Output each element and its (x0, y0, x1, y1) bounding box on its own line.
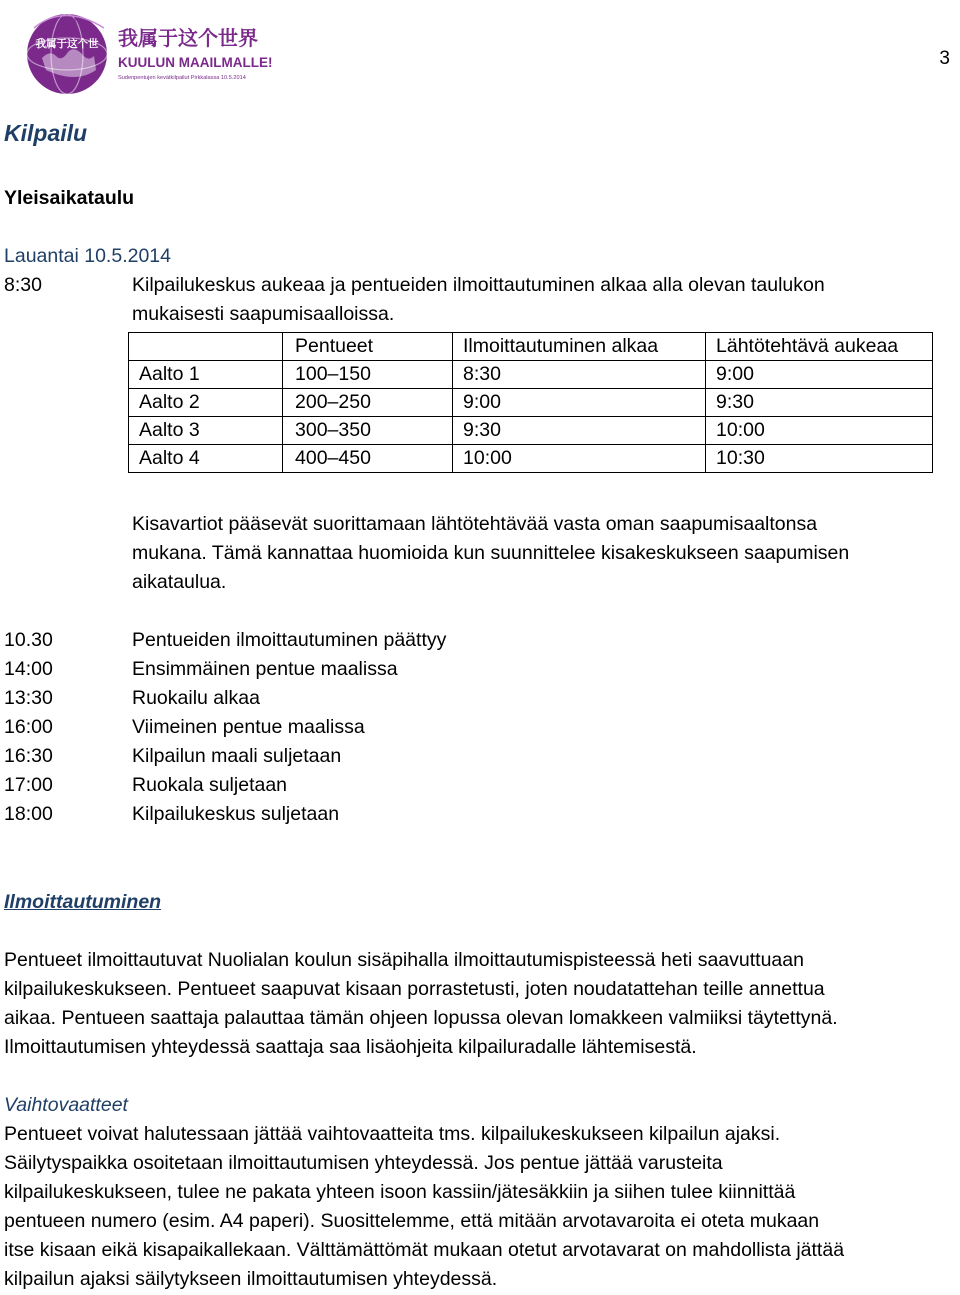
spare-clothes-line: Säilytyspaikka osoitetaan ilmoittautumisen yhteydessä. Jos pentue jättää varusteita (4, 1152, 723, 1174)
registration-line: kilpailukeskukseen. Pentueet saapuvat kisaan porrastetusti, joten noudatattehan teille annettua (4, 978, 825, 1000)
schedule-time: 10.30 (4, 629, 53, 651)
table-cell: Aalto 4 (129, 445, 283, 473)
logo-subtitle: Sudenpentujen kevätkilpailut Pirkkalassa 10.5.2014 (118, 75, 246, 81)
table-cell: 10:30 (706, 445, 933, 473)
spare-clothes-heading: Vaihtovaatteet (4, 1094, 128, 1116)
logo-year: 2014 (56, 16, 78, 26)
schedule-text: Ruokala suljetaan (132, 774, 288, 796)
table-header-cell: Pentueet (283, 333, 453, 361)
schedule-time: 18:00 (4, 803, 53, 825)
spare-clothes-line: kilpailukeskukseen, tulee ne pakata yhteen isoon kassiin/jätesäkkiin ja siihen tulee kiinnittää (4, 1181, 796, 1203)
logo-title-fi: KUULUN MAAILMALLE! (118, 55, 273, 70)
registration-line: Pentueet ilmoittautuvat Nuolialan koulun sisäpihalla ilmoittautumispisteessä heti saavuttuaan (4, 949, 804, 971)
table-row (129, 417, 933, 445)
event-date: Lauantai 10.5.2014 (4, 245, 171, 267)
section-title: Kilpailu (4, 120, 88, 146)
registration-line: aikaa. Pentueen saattaja palauttaa tämän ohjeen lopussa olevan lomakkeen valmiiksi täytettynä. (4, 1007, 838, 1029)
table-cell: 200–250 (283, 389, 453, 417)
page-number: 3 (939, 48, 950, 69)
schedule-time: 16:00 (4, 716, 53, 738)
schedule-text: Kilpailukeskus suljetaan (132, 803, 340, 825)
table-header-cell: Ilmoittautuminen alkaa (453, 333, 706, 361)
note-line: Kisavartiot pääsevät suorittamaan lähtötehtävää vasta oman saapumisaaltonsa (132, 513, 818, 535)
table-cell: 9:30 (706, 389, 933, 417)
opening-text-line: Kilpailukeskus aukeaa ja pentueiden ilmoittautuminen alkaa alla olevan taulukon (132, 274, 825, 296)
table-header-cell (129, 333, 283, 361)
table-cell: 9:30 (453, 417, 706, 445)
table-header-row (129, 333, 933, 361)
schedule-time: 16:30 (4, 745, 53, 767)
table-row (129, 445, 933, 473)
logo-title-cn: 我属于这个世界 (118, 26, 258, 50)
event-logo (24, 8, 273, 98)
schedule-time: 14:00 (4, 658, 53, 680)
note-line: mukana. Tämä kannattaa huomioida kun suunnittelee kisakeskukseen saapumisen (132, 542, 850, 564)
table-cell: 9:00 (453, 389, 706, 417)
opening-time: 8:30 (4, 274, 42, 296)
table-cell: 10:00 (706, 417, 933, 445)
schedule-text: Ensimmäinen pentue maalissa (132, 658, 398, 680)
schedule-text: Pentueiden ilmoittautuminen päättyy (132, 629, 447, 651)
table-cell: 300–350 (283, 417, 453, 445)
schedule-time: 13:30 (4, 687, 53, 709)
table-cell: 10:00 (453, 445, 706, 473)
registration-line: Ilmoittautumisen yhteydessä saattaja saa lisäohjeita kilpailuradalle lähtemisestä. (4, 1036, 697, 1058)
table-cell: Aalto 3 (129, 417, 283, 445)
arrival-waves-table (128, 332, 933, 473)
schedule-text: Ruokailu alkaa (132, 687, 260, 709)
table-cell: 9:00 (706, 361, 933, 389)
table-cell: 8:30 (453, 361, 706, 389)
table-cell: 100–150 (283, 361, 453, 389)
logo-graphic (24, 8, 273, 98)
schedule-text: Kilpailun maali suljetaan (132, 745, 342, 767)
registration-heading: Ilmoittautuminen (4, 891, 162, 913)
schedule-text: Viimeinen pentue maalissa (132, 716, 365, 738)
schedule-time: 17:00 (4, 774, 53, 796)
spare-clothes-line: kilpailun ajaksi säilytykseen ilmoittautumisen yhteydessä. (4, 1268, 498, 1290)
table-cell: 400–450 (283, 445, 453, 473)
table-row (129, 389, 933, 417)
table-cell: Aalto 1 (129, 361, 283, 389)
table-header-cell: Lähtötehtävä aukeaa (706, 333, 933, 361)
spare-clothes-line: itse kisaan eikä kisapaikallekaan. Välttämättömät mukaan otetut arvotavarat on mahdollista jättää (4, 1239, 845, 1261)
spare-clothes-line: pentueen numero (esim. A4 paperi). Suosittelemme, että mitään arvotavaroita ei oteta mukaan (4, 1210, 820, 1232)
logo-badge-text: 我属于这个世 (35, 38, 99, 50)
table-row (129, 361, 933, 389)
table-cell: Aalto 2 (129, 389, 283, 417)
spare-clothes-line: Pentueet voivat halutessaan jättää vaihtovaatteita tms. kilpailukeskukseen kilpailun ajaksi. (4, 1123, 781, 1145)
schedule-heading: Yleisaikataulu (4, 187, 135, 209)
note-line: aikataulua. (132, 571, 227, 593)
opening-text-line: mukaisesti saapumisaalloissa. (132, 303, 395, 325)
